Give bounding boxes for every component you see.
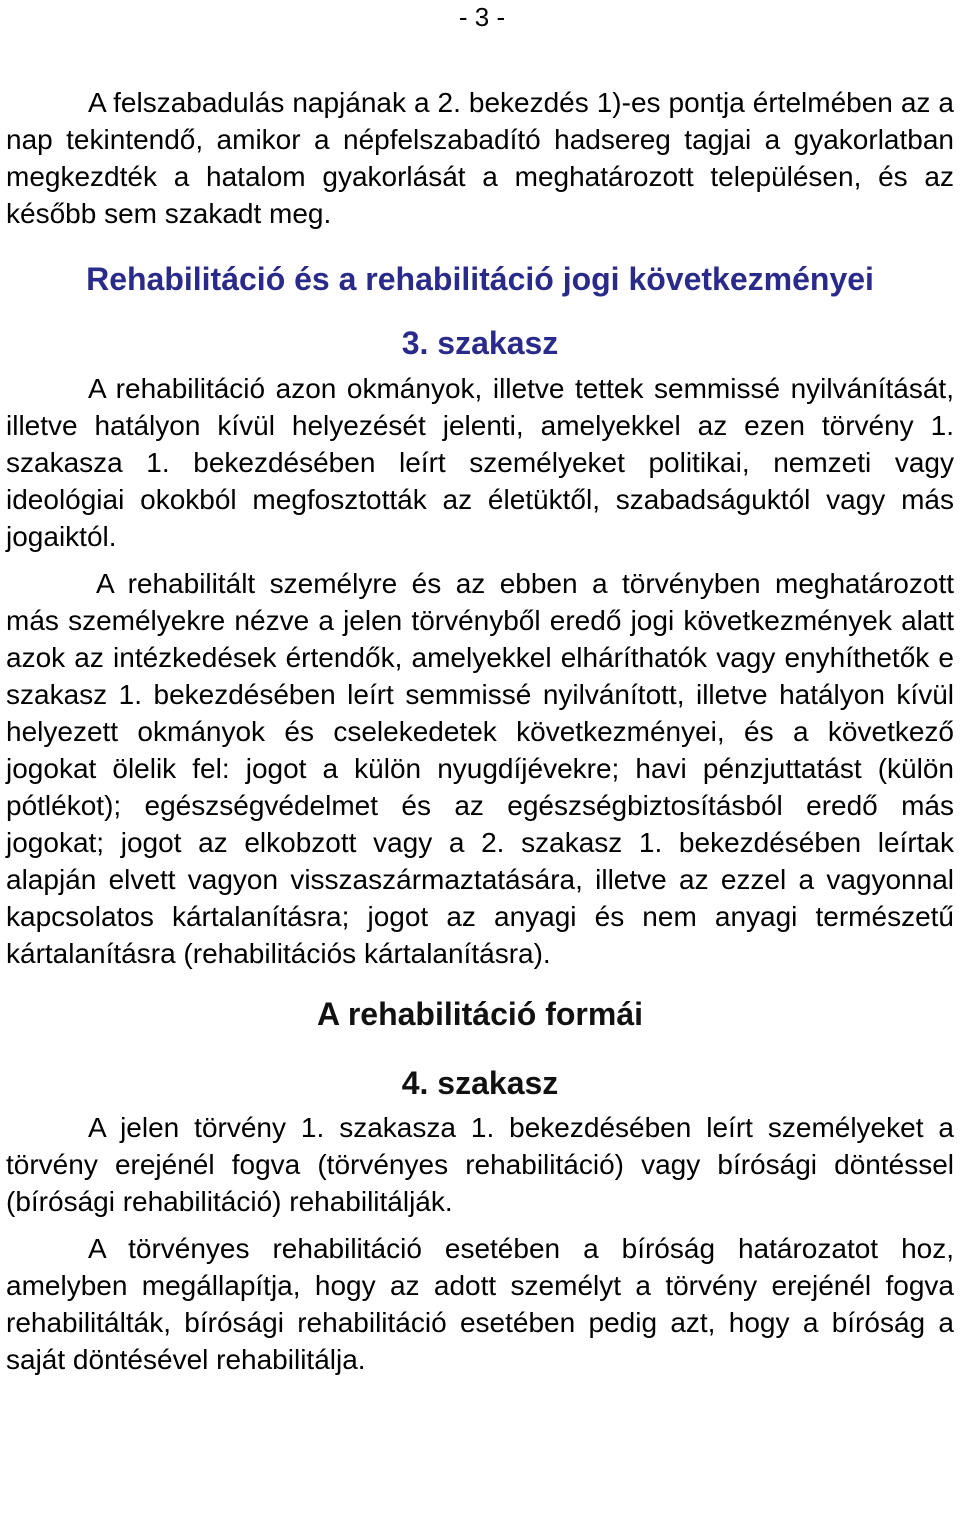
section-4-body bbox=[6, 1109, 954, 1378]
section-3-body bbox=[6, 370, 954, 972]
section-3-paragraph-1: A rehabilitáció azon okmányok, illetve tettek semmissé nyilvánítását, illetve hatályon kívül helyezését jelenti, amelyekkel az ezen törvény 1. szakasza 1. bekezdésében leírt személyeket politikai, nemzeti vagy ideológiai okokból megfosztották az életüktől, szabadságuktól vagy más jogaiktól. bbox=[6, 373, 954, 552]
intro-paragraph: A felszabadulás napjának a 2. bekezdés 1)-es pontja értelmében az a nap tekintendő, amikor a népfelszabadító hadsereg tagjai a gyakorlatban megkezdték a hatalom gyakorlását a meghatározott településen, és az később sem szakadt meg. bbox=[6, 87, 954, 229]
section-4-paragraph-2: A törvényes rehabilitáció esetében a bíróság határozatot hoz, amelyben megállapítja, hogy az adott személyt a törvény erejénél fogva rehabilitálták, bírósági rehabilitáció esetében pedig azt, hogy a bíróság a saját döntésével rehabilitálja. bbox=[6, 1233, 954, 1375]
section-title-4: 4. szakasz bbox=[401, 1065, 559, 1101]
section-4-paragraph-1: A jelen törvény 1. szakasza 1. bekezdésében leírt személyeket a törvény erejénél fogva (törvényes rehabilitáció) vagy bírósági döntéssel (bírósági rehabilitáció) rehabilitálják. bbox=[6, 1112, 954, 1217]
chapter-title-forms: A rehabilitáció formái bbox=[317, 996, 643, 1032]
section-title-3: 3. szakasz bbox=[401, 325, 559, 361]
page-number: - 3 - bbox=[458, 2, 506, 32]
document-page bbox=[6, 0, 954, 1378]
chapter-title-rehabilitation: Rehabilitáció és a rehabilitáció jogi következményei bbox=[86, 261, 874, 297]
section-3-paragraph-2: A rehabilitált személyre és az ebben a törvényben meghatározott más személyekre nézve a jelen törvényből eredő jogi következmények alatt azok az intézkedések értendők, amelyekkel elháríthatók vagy enyhíthetők e szakasz 1. bekezdésében leírt semmissé nyilvánított, illetve hatályon kívül helyezett okmányok és cselekedetek következményei, és a következő jogokat ölelik fel: jogot a külön nyugdíjévekre; havi pénzjuttatást (külön pótlékot); egészségvédelmet és az egészségbiztosításból eredő más jogokat; jogot az elkobzott vagy a 2. szakasz 1. bekezdésében leírtak alapján elvett vagyon visszaszármaztatására, illetve az ezzel a vagyonnal kapcsolatos kártalanításra; jogot az anyagi és nem anyagi természetű kártalanításra (rehabilitációs kártalanításra). bbox=[6, 568, 954, 969]
